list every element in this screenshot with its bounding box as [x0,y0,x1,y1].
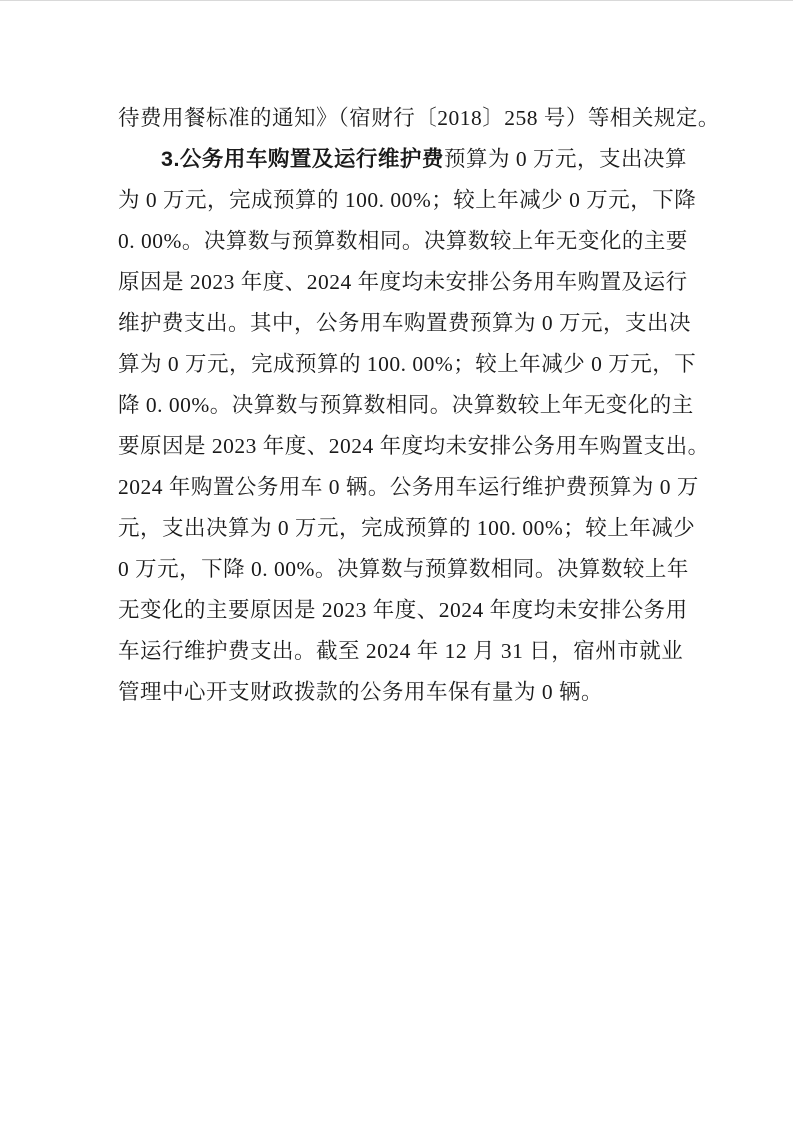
text-segment: 无变化的主要原因是 2023 年度、2024 年度均未安排公务用 [118,598,688,622]
text-line [118,672,677,713]
text-line [118,221,688,262]
text-line [118,590,688,631]
text-segment: 2024 年购置公务用车 0 辆。公务用车运行维护费预算为 0 万 [118,475,699,499]
text-block [118,98,720,713]
text-line [118,139,687,180]
text-line [118,467,699,508]
text-segment: 降 0. 00%。决算数与预算数相同。决算数较上年无变化的主 [118,393,694,417]
text-line [118,549,689,590]
text-line [118,426,710,467]
text-line [118,303,692,344]
text-segment: 为 0 万元，完成预算的 100. 00%；较上年减少 0 万元，下降 [118,188,697,212]
text-line [118,344,697,385]
text-segment: 维护费支出。其中，公务用车购置费预算为 0 万元，支出决 [118,311,692,335]
text-segment: 原因是 2023 年度、2024 年度均未安排公务用车购置及运行 [118,270,688,294]
text-segment: 0. 00%。决算数与预算数相同。决算数较上年无变化的主要 [118,229,688,253]
text-segment: 元，支出决算为 0 万元，完成预算的 100. 00%；较上年减少 [118,516,696,540]
text-segment: 车运行维护费支出。截至 2024 年 12 月 31 日，宿州市就业 [118,639,684,663]
text-segment: 待费用餐标准的通知》（宿财行〔2018〕258 号）等相关规定。 [118,106,720,130]
text-line [118,385,694,426]
text-segment: 预算为 0 万元，支出决算 [443,147,687,171]
text-line [118,180,697,221]
text-segment: 算为 0 万元，完成预算的 100. 00%；较上年减少 0 万元，下 [118,352,697,376]
text-segment: 0 万元，下降 0. 00%。决算数与预算数相同。决算数较上年 [118,557,689,581]
text-line [118,98,720,139]
text-line [118,262,688,303]
text-segment: 要原因是 2023 年度、2024 年度均未安排公务用车购置支出。 [118,434,710,458]
section-heading-bold: 3.公务用车购置及运行维护费 [161,147,444,171]
text-line [118,508,696,549]
text-line [118,631,684,672]
text-segment: 管理中心开支财政拨款的公务用车保有量为 0 辆。 [118,680,604,704]
